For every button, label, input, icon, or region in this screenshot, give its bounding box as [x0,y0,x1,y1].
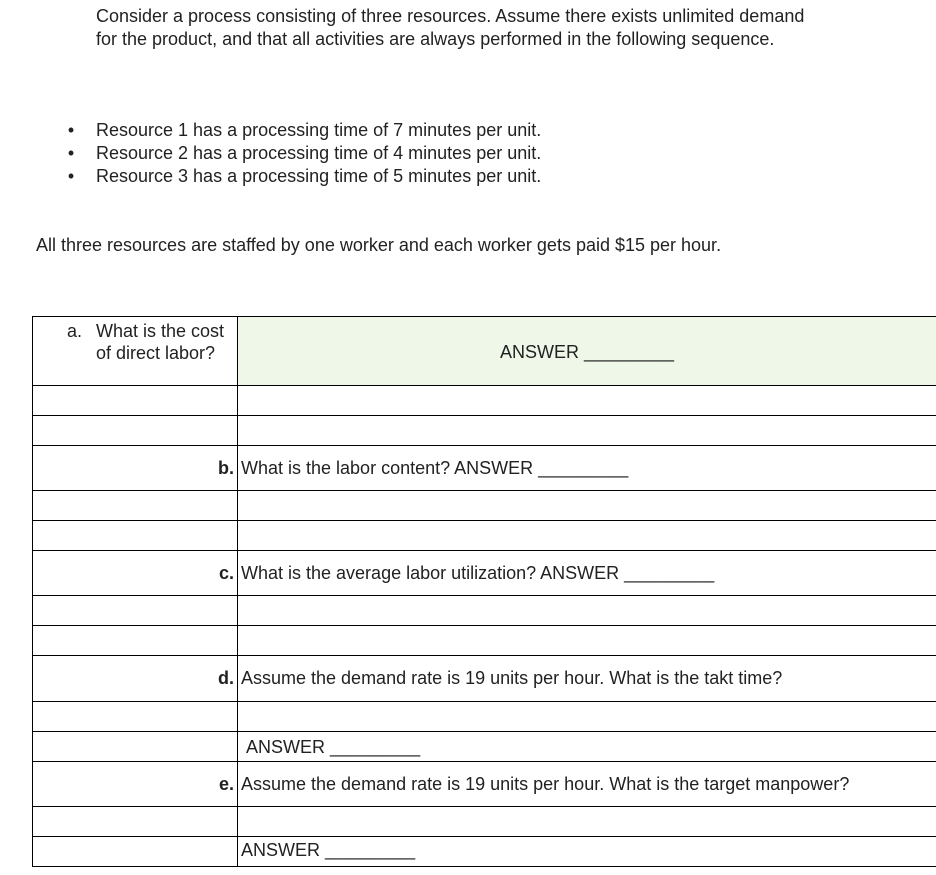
bullet-icon: • [67,143,75,163]
table-row [33,386,936,416]
list-item [0,119,900,142]
answer-e-label: ANSWER _________ [241,840,416,860]
empty-cell[interactable] [238,386,936,416]
empty-cell [33,416,238,446]
question-e-cell [238,762,936,807]
question-c-letter-cell [33,551,238,596]
table-row [33,656,936,702]
table-row [33,551,936,596]
answer-d-cell[interactable] [238,732,936,762]
question-c-letter: c. [218,563,234,583]
table-row [33,446,936,491]
bullet-icon: • [67,120,75,140]
table-row [33,521,936,551]
table-row [33,626,936,656]
question-b-letter-cell [33,446,238,491]
empty-cell [33,732,238,762]
table-row [33,317,936,386]
list-item [0,165,900,188]
table-row [33,416,936,446]
empty-cell [33,837,238,867]
bullet-icon: • [67,166,75,186]
table-row [33,732,936,762]
empty-cell[interactable] [238,626,936,656]
question-d-text: Assume the demand rate is 19 units per hour. What is the takt time? [241,668,783,688]
question-e-text: Assume the demand rate is 19 units per hour. What is the target manpower? [241,774,850,794]
empty-cell [33,596,238,626]
question-e-letter: e. [218,774,234,794]
table-row [33,837,936,867]
answer-e-cell[interactable] [238,837,936,867]
resource-3-text: Resource 3 has a processing time of 5 minutes per unit. [96,166,542,186]
empty-cell[interactable] [238,702,936,732]
question-d-letter: d. [218,668,234,688]
empty-cell [33,626,238,656]
question-a-letter: a. [67,321,83,341]
resource-2-text: Resource 2 has a processing time of 4 minutes per unit. [96,143,542,163]
resource-1-text: Resource 1 has a processing time of 7 minutes per unit. [96,120,542,140]
table-row [33,596,936,626]
answer-a-label: ANSWER _________ [499,342,675,362]
empty-cell[interactable] [238,416,936,446]
staffing-statement: All three resources are staffed by one worker and each worker gets paid $15 per hour. [36,235,722,255]
question-b-text: What is the labor content? ANSWER _________ [241,458,629,478]
empty-cell [33,386,238,416]
question-e-letter-cell [33,762,238,807]
resource-list [0,119,900,188]
empty-cell[interactable] [238,596,936,626]
table-row [33,491,936,521]
answer-a-cell[interactable] [238,317,936,386]
question-table [32,316,936,867]
question-d-letter-cell [33,656,238,702]
empty-cell[interactable] [238,491,936,521]
empty-cell[interactable] [238,521,936,551]
answer-d-label: ANSWER _________ [246,737,421,757]
empty-cell [33,491,238,521]
list-item [0,142,900,165]
empty-cell [33,521,238,551]
question-c-cell[interactable] [238,551,936,596]
question-b-cell[interactable] [238,446,936,491]
question-a-text: What is the cost of direct labor? [96,321,225,363]
empty-cell [33,702,238,732]
table-row [33,762,936,807]
question-c-text: What is the average labor utilization? ANSWER _________ [241,563,715,583]
table-row [33,807,936,837]
empty-cell[interactable] [238,807,936,837]
question-d-cell [238,656,936,702]
question-b-letter: b. [218,458,234,478]
question-a-cell [33,317,238,386]
empty-cell [33,807,238,837]
intro-paragraph: Consider a process consisting of three resources. Assume there exists unlimited demand for the product, and that all activities are always performed in the following sequence. [96,6,805,49]
table-row [33,702,936,732]
